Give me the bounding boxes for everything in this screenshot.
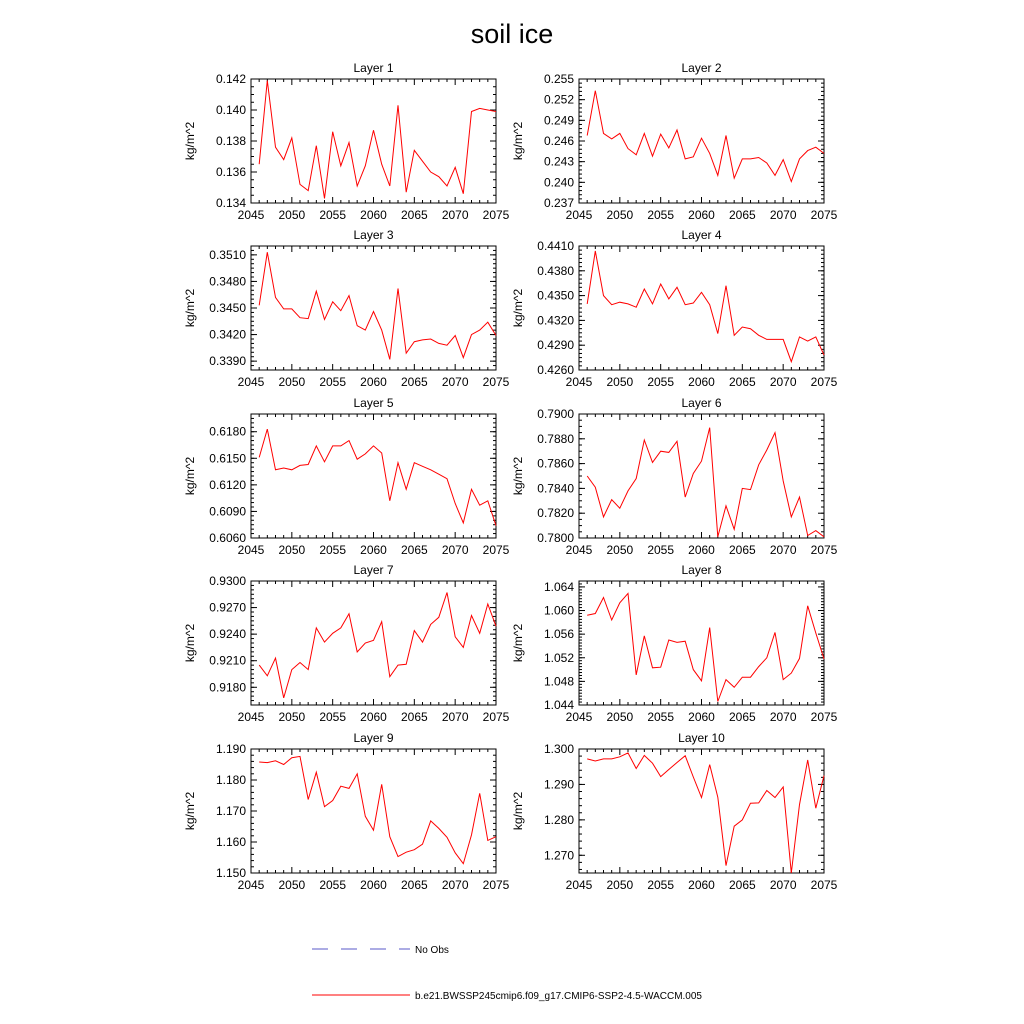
y-tick-label: 0.6120 (209, 477, 246, 492)
x-tick-label: 2050 (278, 878, 306, 892)
panel-4 (511, 228, 838, 389)
x-tick-label: 2060 (360, 208, 387, 222)
y-tick-label: 0.3480 (209, 274, 246, 289)
plot-frame (251, 414, 496, 538)
x-tick-label: 2055 (319, 375, 347, 389)
y-axis-label: kg/m^2 (511, 623, 525, 663)
y-tick-label: 0.4350 (537, 288, 574, 303)
panel-title: Layer 4 (681, 228, 722, 242)
plot-frame (251, 246, 496, 370)
y-tick-label: 1.160 (215, 835, 246, 849)
panel-title: Layer 2 (681, 61, 722, 75)
x-tick-label: 2070 (769, 543, 797, 557)
panel-title: Layer 1 (353, 61, 394, 75)
series-line (259, 593, 496, 698)
y-tick-label: 0.7900 (537, 407, 574, 421)
plot-frame (251, 581, 496, 705)
figure-title: soil ice (470, 19, 554, 49)
y-tick-label: 1.150 (215, 866, 246, 880)
x-tick-label: 2060 (688, 543, 715, 557)
y-tick-label: 0.4320 (537, 313, 574, 328)
y-tick-label: 0.6090 (209, 504, 246, 519)
y-tick-label: 1.170 (215, 804, 246, 818)
x-tick-label: 2045 (565, 543, 593, 557)
y-tick-label: 1.300 (543, 742, 574, 756)
x-tick-label: 2065 (400, 375, 428, 389)
panel-title: Layer 9 (353, 731, 394, 745)
panel-7 (183, 563, 510, 724)
y-tick-label: 0.240 (543, 175, 574, 190)
y-tick-label: 1.048 (543, 674, 574, 689)
x-tick-label: 2065 (400, 878, 428, 892)
y-tick-label: 0.3450 (209, 301, 246, 315)
y-tick-label: 0.252 (543, 92, 574, 107)
y-tick-label: 1.280 (543, 812, 574, 827)
x-tick-label: 2070 (441, 543, 469, 557)
y-tick-label: 0.7840 (537, 481, 574, 496)
panel-2 (511, 61, 838, 222)
x-tick-label: 2060 (360, 543, 387, 557)
series-line (587, 753, 824, 873)
x-tick-label: 2075 (810, 878, 838, 892)
y-tick-label: 0.3390 (209, 354, 246, 369)
x-tick-label: 2065 (400, 208, 428, 222)
x-tick-label: 2065 (728, 375, 756, 389)
y-tick-label: 0.6180 (209, 424, 246, 439)
x-tick-label: 2065 (728, 710, 756, 724)
panel-10 (511, 731, 838, 892)
x-tick-label: 2070 (769, 375, 797, 389)
y-tick-label: 0.9180 (209, 680, 246, 695)
series-line (259, 252, 496, 359)
x-tick-label: 2050 (606, 543, 634, 557)
x-tick-label: 2050 (606, 208, 634, 222)
x-tick-label: 2065 (728, 543, 756, 557)
panels-grid (183, 61, 838, 892)
x-tick-label: 2065 (728, 878, 756, 892)
series-line (259, 756, 496, 863)
y-tick-label: 0.9240 (209, 627, 246, 642)
x-tick-label: 2070 (441, 710, 469, 724)
y-tick-label: 1.190 (215, 742, 246, 756)
x-tick-label: 2075 (810, 710, 838, 724)
y-tick-label: 0.4260 (537, 363, 574, 377)
y-tick-label: 1.180 (215, 773, 246, 787)
x-tick-label: 2075 (482, 543, 510, 557)
y-tick-label: 0.249 (543, 113, 574, 128)
series-line (587, 428, 824, 537)
legend (312, 945, 702, 1002)
y-tick-label: 0.9270 (209, 600, 246, 615)
y-tick-label: 0.7860 (537, 456, 574, 471)
y-tick-label: 1.064 (543, 579, 574, 594)
x-tick-label: 2045 (565, 878, 593, 892)
x-tick-label: 2050 (606, 710, 634, 724)
y-tick-label: 0.138 (215, 134, 246, 148)
x-tick-label: 2050 (278, 710, 306, 724)
y-tick-label: 0.255 (543, 72, 574, 86)
x-tick-label: 2055 (647, 878, 675, 892)
series-line (587, 251, 824, 362)
y-tick-label: 1.060 (543, 603, 574, 618)
x-tick-label: 2055 (319, 208, 347, 222)
x-tick-label: 2055 (647, 710, 675, 724)
y-tick-label: 1.044 (543, 698, 574, 712)
y-tick-label: 0.9210 (209, 653, 246, 668)
y-tick-label: 0.237 (543, 196, 574, 210)
panel-title: Layer 3 (353, 228, 394, 242)
panel-5 (183, 396, 510, 557)
x-tick-label: 2050 (278, 208, 306, 222)
plot-frame (251, 79, 496, 203)
x-tick-label: 2060 (360, 878, 387, 892)
series-line (587, 91, 824, 182)
panel-8 (511, 563, 838, 724)
panel-title: Layer 7 (353, 563, 394, 577)
x-tick-label: 2070 (769, 710, 797, 724)
y-tick-label: 0.6060 (209, 531, 246, 545)
x-tick-label: 2045 (237, 878, 265, 892)
x-tick-label: 2045 (237, 208, 265, 222)
x-tick-label: 2045 (565, 208, 593, 222)
panel-6 (511, 396, 838, 557)
x-tick-label: 2055 (647, 375, 675, 389)
x-tick-label: 2060 (688, 878, 715, 892)
x-tick-label: 2050 (606, 878, 634, 892)
x-tick-label: 2045 (237, 710, 265, 724)
x-tick-label: 2070 (441, 878, 469, 892)
y-axis-label: kg/m^2 (511, 456, 525, 496)
x-tick-label: 2065 (728, 208, 756, 222)
panel-title: Layer 10 (678, 731, 725, 745)
x-tick-label: 2045 (565, 710, 593, 724)
x-tick-label: 2075 (810, 208, 838, 222)
plot-frame (579, 414, 824, 538)
y-axis-label: kg/m^2 (183, 288, 197, 328)
x-tick-label: 2045 (565, 375, 593, 389)
y-axis-label: kg/m^2 (511, 121, 525, 161)
x-tick-label: 2060 (360, 375, 387, 389)
panel-title: Layer 6 (681, 396, 722, 410)
x-tick-label: 2060 (360, 710, 387, 724)
y-tick-label: 0.246 (543, 134, 574, 148)
y-tick-label: 0.4290 (537, 338, 574, 353)
legend-model-label: b.e21.BWSSP245cmip6.f09_g17.CMIP6-SSP2-4.5-WACCM.005 (415, 991, 702, 1002)
plot-frame (579, 581, 824, 705)
y-tick-label: 0.136 (215, 165, 246, 179)
x-tick-label: 2050 (606, 375, 634, 389)
y-axis-label: kg/m^2 (183, 791, 197, 831)
legend-obs-label: No Obs (415, 945, 449, 956)
y-tick-label: 0.140 (215, 103, 246, 117)
plot-frame (579, 749, 824, 873)
x-tick-label: 2075 (810, 375, 838, 389)
y-axis-label: kg/m^2 (183, 456, 197, 496)
x-tick-label: 2055 (319, 543, 347, 557)
x-tick-label: 2055 (319, 878, 347, 892)
y-tick-label: 0.3420 (209, 327, 246, 342)
y-tick-label: 1.056 (543, 627, 574, 642)
y-tick-label: 0.7820 (537, 506, 574, 521)
x-tick-label: 2060 (688, 208, 715, 222)
x-tick-label: 2075 (482, 878, 510, 892)
y-axis-label: kg/m^2 (183, 121, 197, 161)
x-tick-label: 2065 (400, 543, 428, 557)
panel-3 (183, 228, 510, 389)
y-axis-label: kg/m^2 (183, 623, 197, 663)
x-tick-label: 2050 (278, 375, 306, 389)
y-tick-label: 0.7880 (537, 431, 574, 446)
plot-frame (579, 79, 824, 203)
x-tick-label: 2060 (688, 710, 715, 724)
y-tick-label: 0.134 (215, 196, 246, 210)
y-tick-label: 0.9300 (209, 574, 246, 588)
y-tick-label: 0.7800 (537, 531, 574, 545)
x-tick-label: 2045 (237, 375, 265, 389)
x-tick-label: 2075 (482, 375, 510, 389)
panel-9 (183, 731, 510, 892)
y-tick-label: 1.290 (543, 777, 574, 792)
y-tick-label: 0.4410 (537, 239, 574, 253)
x-tick-label: 2070 (769, 878, 797, 892)
x-tick-label: 2055 (319, 710, 347, 724)
x-tick-label: 2065 (400, 710, 428, 724)
x-tick-label: 2055 (647, 543, 675, 557)
x-tick-label: 2070 (441, 375, 469, 389)
x-tick-label: 2070 (769, 208, 797, 222)
panel-title: Layer 8 (681, 563, 722, 577)
x-tick-label: 2050 (278, 543, 306, 557)
panel-title: Layer 5 (353, 396, 394, 410)
x-tick-label: 2055 (647, 208, 675, 222)
x-tick-label: 2075 (482, 208, 510, 222)
y-axis-label: kg/m^2 (511, 288, 525, 328)
x-tick-label: 2075 (482, 710, 510, 724)
x-tick-label: 2045 (237, 543, 265, 557)
y-tick-label: 0.142 (215, 72, 246, 86)
series-line (259, 81, 496, 199)
y-tick-label: 1.270 (543, 848, 574, 863)
x-tick-label: 2075 (810, 543, 838, 557)
y-axis-label: kg/m^2 (511, 791, 525, 831)
x-tick-label: 2070 (441, 208, 469, 222)
panel-1 (183, 61, 510, 222)
y-tick-label: 0.6150 (209, 451, 246, 466)
series-line (587, 593, 824, 701)
y-tick-label: 1.052 (543, 650, 574, 665)
y-tick-label: 0.243 (543, 154, 574, 169)
plot-frame (251, 749, 496, 873)
x-tick-label: 2060 (688, 375, 715, 389)
y-tick-label: 0.3510 (209, 247, 246, 262)
series-line (259, 429, 496, 525)
y-tick-label: 0.4380 (537, 263, 574, 278)
